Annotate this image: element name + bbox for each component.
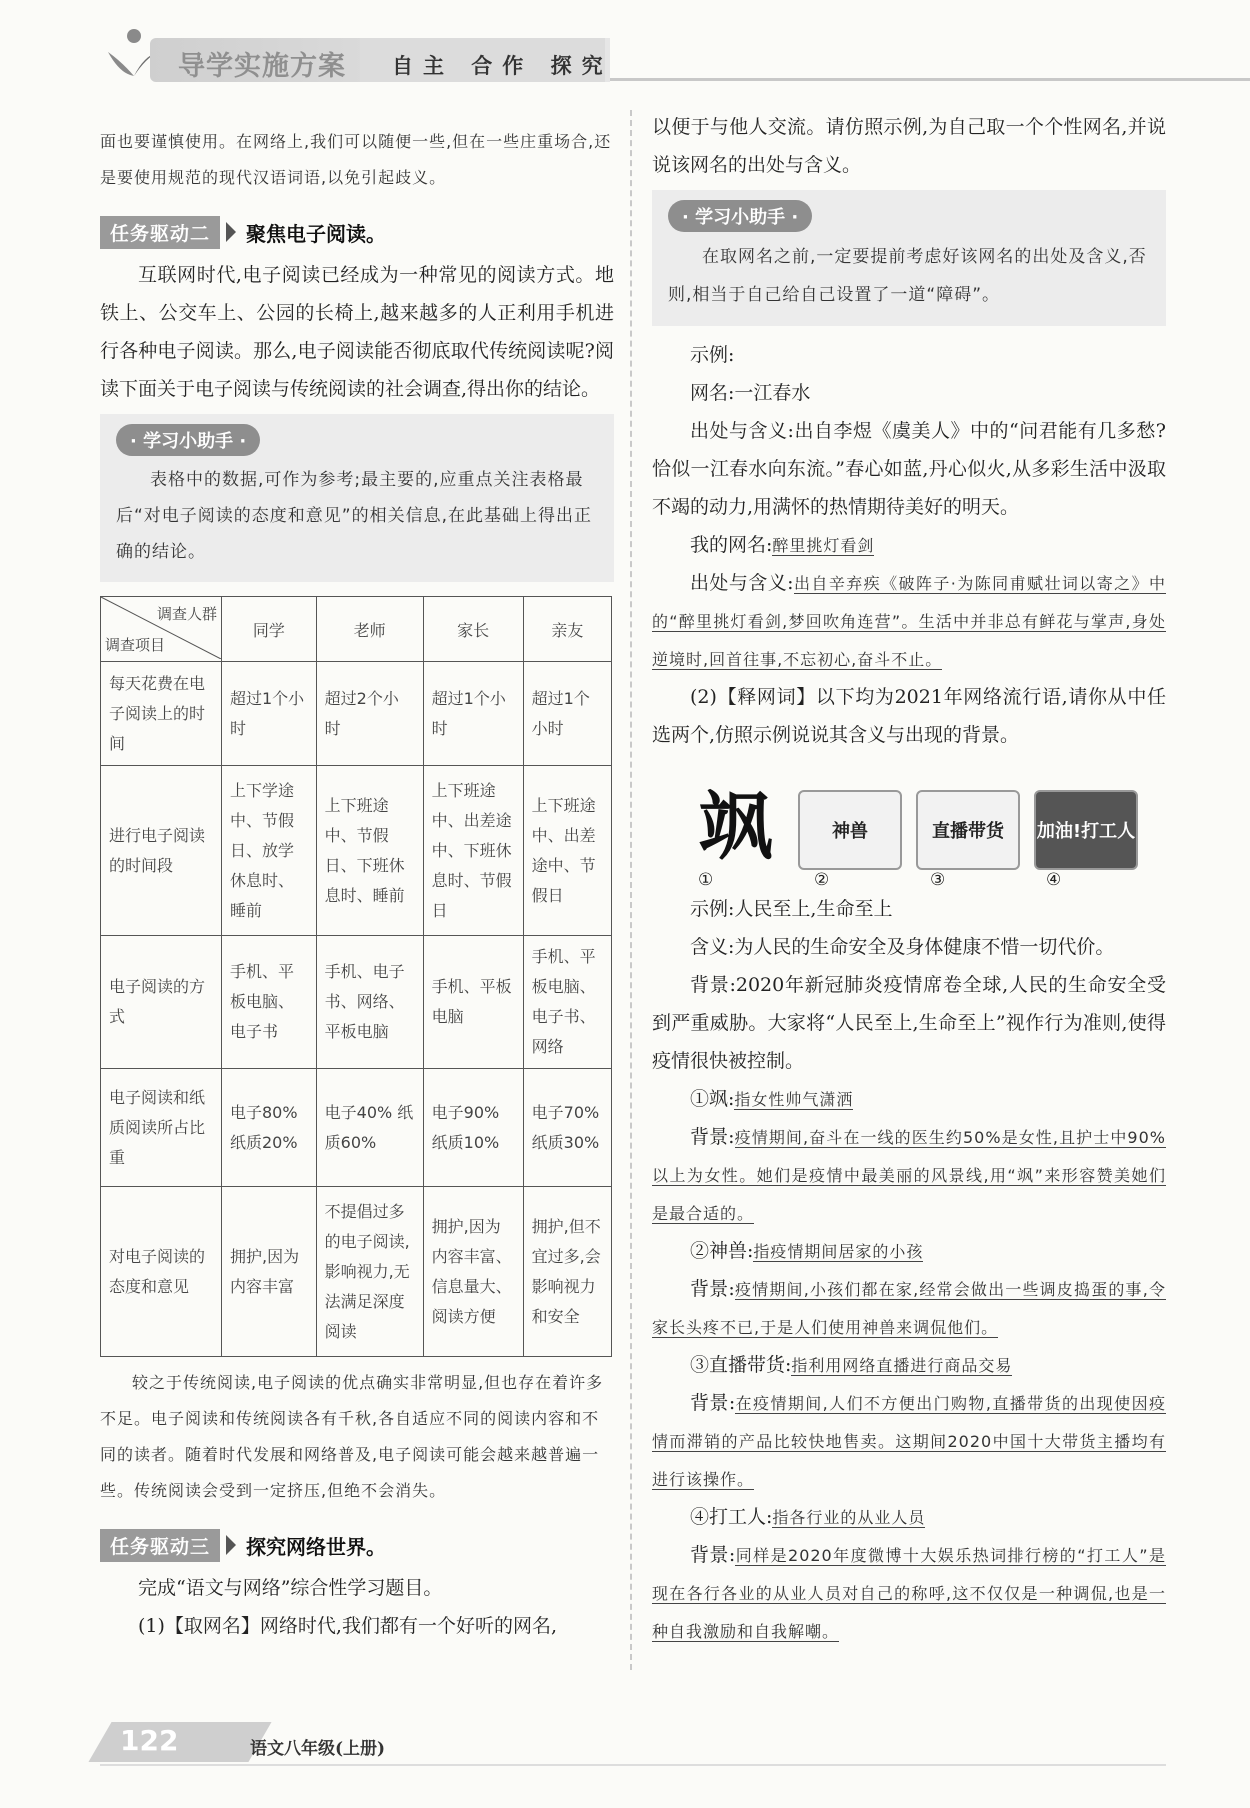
question-2: (2)【释网词】以下均为2021年网络流行语,请你从中任选两个,仿照示例说说其含义与出现的背景。 [652,686,1166,746]
image-number: ③ [930,870,946,890]
table-row [101,936,612,1069]
answer-1-meaning [652,1080,1166,1118]
answer-2-meaning [652,1232,1166,1270]
table-cell: 手机、平板电脑 [423,936,523,1069]
right-column [652,108,1166,1650]
example-meaning: 出处与含义:出自李煜《虞美人》中的“问君能有几多愁?恰似一江春水向东流。”春心如蓝,丹心似火,从多彩生活中汲取不竭的动力,用满怀的热情期待美好的明天。 [652,420,1166,518]
table-cell: 手机、电子书、网络、平板电脑 [316,936,423,1069]
book-name: 语文八年级(上册) [250,1739,386,1759]
shenshou-image: 神兽 [798,790,902,870]
table-corner [101,597,222,662]
answer-1-background [652,1118,1166,1232]
image-number: ① [698,870,714,890]
table-header-row [101,597,612,662]
answer-meaning: 指各行业的从业人员 [772,1508,926,1527]
question-1-start: (1)【取网名】网络时代,我们都有一个好听的网名, [138,1615,557,1637]
task-2-title: 聚焦电子阅读。 [246,221,387,246]
table-cell: 上下班途中、出差途中、节假日 [523,766,611,936]
conclusion-handwriting: 较之于传统阅读,电子阅读的优点确实非常明显,但也存在着许多不足。电子阅读和传统阅读各有千秋,各自适应不同的阅读内容和不同的读者。随着时代发展和网络普及,电子阅读可能会越来越普遍一些。传统阅读会受到一定挤压,但绝不会消失。 [100,1373,604,1500]
page-footer [0,1688,1250,1808]
survey-table [100,596,612,1357]
row-header: 电子阅读和纸质阅读所占比重 [101,1069,222,1187]
example-2-background: 背景:2020年新冠肺炎疫情席卷全球,人民的生命安全受到严重威胁。大家将“人民至上,生命至上”视作行为准则,使得疫情很快被控制。 [652,974,1166,1072]
answer-bg-label: 背景: [690,1392,736,1414]
row-header: 对电子阅读的态度和意见 [101,1187,222,1357]
page-number: 122 [120,1724,179,1757]
answer-bg-label: 背景: [690,1544,736,1566]
header-rule [610,78,1250,81]
task-2-tag: 任务驱动二 [100,216,220,249]
row-header: 每天花费在电子阅读上的时间 [101,662,222,766]
task-2-heading [100,212,614,252]
task-3-heading [100,1525,614,1565]
triangle-icon [226,222,236,242]
my-meaning-label: 出处与含义: [690,572,794,594]
table-cell: 超过1个小时 [423,662,523,766]
column-divider [630,110,632,1670]
task-3-tag: 任务驱动三 [100,1529,220,1562]
answer-head: ②神兽: [690,1240,754,1262]
my-name-line [652,526,1166,564]
column-header: 亲友 [523,597,611,662]
image-number: ④ [1046,870,1062,890]
table-cell: 手机、平板电脑、电子书、网络 [523,936,611,1069]
table-cell: 超过1个小时 [523,662,611,766]
page-header [0,0,1250,90]
table-cell: 电子90% 纸质10% [423,1069,523,1187]
table-cell: 拥护,因为内容丰富 [222,1187,317,1357]
answer-bg-label: 背景: [690,1278,735,1300]
answer-4-meaning [652,1498,1166,1536]
left-column [100,108,614,1645]
table-cell: 电子80% 纸质20% [222,1069,317,1187]
study-helper-label: · 学习小助手 · [116,424,260,456]
column-header: 同学 [222,597,317,662]
column-header: 家长 [423,597,523,662]
answer-meaning: 指女性帅气潇洒 [734,1090,854,1109]
table-row [101,1069,612,1187]
answer-bg: 同样是2020年度微博十大娱乐热词排行榜的“打工人”是现在各行各业的从业人员对自己的称呼,这不仅仅是一种调侃,也是一种自我激励和自我解嘲。 [652,1546,1166,1641]
answer-bg: 疫情期间,奋斗在一线的医生约50%是女性,且护士中90%以上为女性。她们是疫情中最美丽的风景线,用“飒”来形容赞美她们是最合适的。 [652,1128,1166,1223]
sa-character-image: 飒 [699,784,773,870]
table-row [101,662,612,766]
table-cell: 拥护,但不宜过多,会影响视力和安全 [523,1187,611,1357]
answer-bg-label: 背景: [690,1126,735,1148]
answer-head: ③直播带货: [690,1354,792,1376]
study-helper-box [100,414,614,582]
answer-2-background [652,1270,1166,1346]
my-name-answer: 醉里挑灯看剑 [772,536,875,555]
corner-top-label: 调查人群 [156,605,217,623]
table-cell: 拥护,因为内容丰富、信息量大、阅读方便 [423,1187,523,1357]
table-cell: 电子70% 纸质30% [523,1069,611,1187]
row-header: 进行电子阅读的时间段 [101,766,222,936]
footer-rule [100,1764,1166,1766]
task-3-text: 完成“语文与网络”综合性学习题目。 [138,1577,443,1599]
example-label: 示例: [690,344,735,366]
answer-head: ①飒: [690,1088,735,1110]
my-meaning-answer: 出自辛弃疾《破阵子·为陈同甫赋壮词以寄之》中的“醉里挑灯看剑,梦回吹角连营”。生活中并非总有鲜花与掌声,身处逆境时,回首往事,不忘初心,奋斗不止。 [652,574,1167,669]
answer-head: ④打工人: [690,1506,773,1528]
task-3-title: 探究网络世界。 [246,1534,387,1559]
my-name-label: 我的网名: [690,534,773,556]
image-numbers [698,870,1166,890]
study-helper-label: · 学习小助手 · [668,200,812,232]
row-header: 电子阅读的方式 [101,936,222,1069]
answer-meaning: 指利用网络直播进行商品交易 [791,1356,1013,1375]
task-2-text: 互联网时代,电子阅读已经成为一种常见的阅读方式。地铁上、公交车上、公园的长椅上,越来越多的人正利用手机进行各种电子阅读。那么,电子阅读能否彻底取代传统阅读呢?阅读下面关于电子阅读与传统阅读的社会调查,得出你的结论。 [100,264,614,400]
table-cell: 超过1个小时 [222,662,317,766]
table-cell: 上下学途中、节假日、放学休息时、睡前 [222,766,317,936]
study-helper-box-2 [652,190,1166,326]
my-meaning-line [652,564,1166,678]
table-cell: 超过2个小时 [316,662,423,766]
table-row [101,766,612,936]
header-title: 导学实施方案 [178,51,346,82]
answer-bg: 疫情期间,小孩们都在家,经常会做出一些调皮捣蛋的事,令家长头疼不已,于是人们使用神兽来调侃他们。 [652,1280,1167,1337]
triangle-icon [226,1535,236,1555]
example-name: 网名:一江春水 [690,382,811,404]
intro-handwriting: 面也要谨慎使用。在网络上,我们可以随便一些,但在一些庄重场合,还是要使用规范的现代汉语词语,以免引起歧义。 [100,132,612,187]
answer-3-background [652,1384,1166,1498]
slang-images [688,770,1166,870]
worker-image: 加油!打工人 [1034,790,1138,870]
example-2-phrase: 示例:人民至上,生命至上 [690,898,893,920]
image-number: ② [814,870,830,890]
table-row [101,1187,612,1357]
corner-bottom-label: 调查项目 [105,636,166,654]
column-header: 老师 [316,597,423,662]
table-cell: 上下班途中、节假日、下班休息时、睡前 [316,766,423,936]
answer-3-meaning [652,1346,1166,1384]
livestream-image: 直播带货 [916,790,1020,870]
page-number-band [88,1722,271,1762]
example-2-meaning: 含义:为人民的生命安全及身体健康不惜一切代价。 [690,936,1115,958]
table-cell: 上下班途中、出差途中、下班休息时、节假日 [423,766,523,936]
study-helper-text: 在取网名之前,一定要提前考虑好该网名的出处及含义,否则,相当于自己给自己设置了一道“障碍”。 [668,247,1147,305]
answer-meaning: 指疫情期间居家的小孩 [753,1242,924,1261]
study-helper-text: 表格中的数据,可作为参考;最主要的,应重点关注表格最后“对电子阅读的态度和意见”的相关信息,在此基础上得出正确的结论。 [116,470,593,562]
answer-bg: 在疫情期间,人们不方便出门购物,直播带货的出现使因疫情而滞销的产品比较快地售卖。这期间2020中国十大带货主播均有进行该操作。 [652,1394,1166,1489]
header-subtitle: 自主 合作 探究 [392,53,613,78]
table-cell: 手机、平板电脑、电子书 [222,936,317,1069]
question-1-continued: 以便于与他人交流。请仿照示例,为自己取一个个性网名,并说说该网名的出处与含义。 [652,116,1166,176]
table-cell: 电子40% 纸质60% [316,1069,423,1187]
table-cell: 不提倡过多的电子阅读,影响视力,无法满足深度阅读 [316,1187,423,1357]
answer-4-background [652,1536,1166,1650]
